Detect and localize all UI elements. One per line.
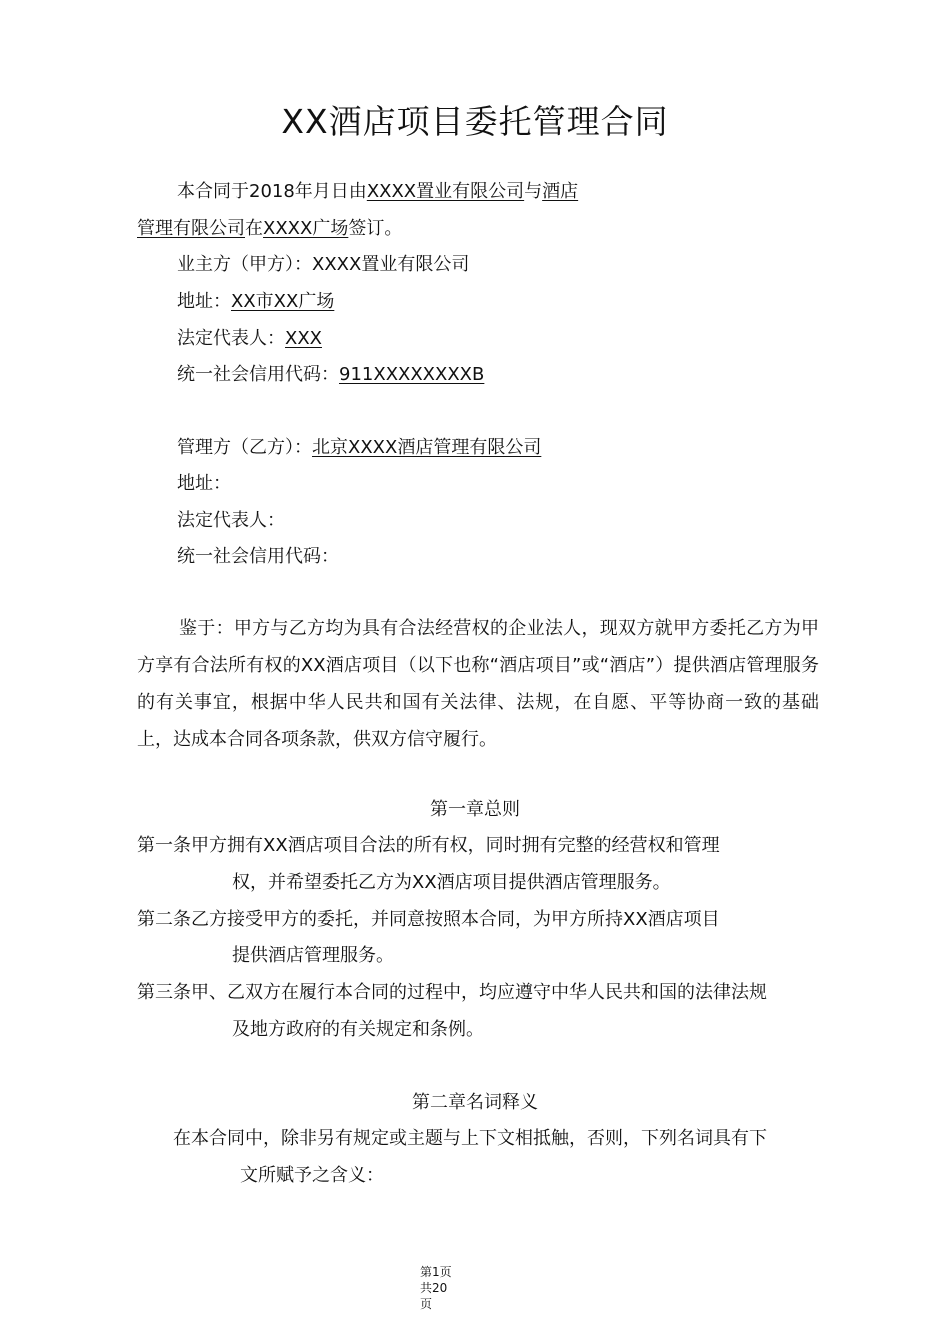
field-label: 地址： [177, 291, 231, 312]
page-number: 第1页 [420, 1265, 452, 1279]
definitions-intro-line-2: 文所赋予之含义： [240, 1165, 384, 1186]
preamble-line-1 [177, 180, 578, 204]
preamble-text: 与 [524, 181, 543, 202]
field-value: XXXX置业有限公司 [312, 254, 470, 275]
party-a-code-row [177, 363, 484, 387]
field-label: 管理方（乙方）： [177, 437, 312, 458]
preamble-text: 在 [245, 218, 263, 239]
page-total-unit: 页 [420, 1297, 433, 1311]
party-b-address-row [177, 472, 231, 496]
field-label: 业主方（甲方）： [177, 254, 312, 275]
signing-place: XXXX广场 [263, 218, 349, 239]
party-a-name-row [177, 253, 469, 277]
field-label: 法定代表人： [177, 328, 285, 349]
chapter-1-heading: 第一章总则 [430, 799, 520, 820]
preamble-text: 签订。 [348, 218, 403, 239]
field-label: 统一社会信用代码： [177, 546, 339, 567]
definitions-intro-line-1: 在本合同中，除非另有规定或主题与上下文相抵触，否则，下列名词具有下 [173, 1128, 767, 1149]
article-1-line-2: 权，并希望委托乙方为XX酒店项目提供酒店管理服务。 [232, 872, 671, 893]
field-value: XXX [285, 328, 322, 349]
article-2-line-2: 提供酒店管理服务。 [232, 945, 394, 966]
party-a-rep-row [177, 327, 322, 351]
article-2-line-1: 第二条乙方接受甲方的委托，并同意按照本合同，为甲方所持XX酒店项目 [137, 909, 720, 930]
preamble-line-2 [137, 217, 402, 241]
party-a-name-link: XXXX置业有限公司 [366, 181, 525, 202]
party-b-name-part: 管理有限公司 [137, 218, 245, 239]
party-b-rep-row [177, 509, 285, 533]
party-b-name-row [177, 436, 541, 460]
preamble-text: 本合同于2018年月日由 [177, 181, 367, 202]
chapter-2-heading: 第二章名词释义 [412, 1092, 538, 1113]
field-value: 北京XXXX酒店管理有限公司 [312, 437, 542, 458]
article-1-line-1: 第一条甲方拥有XX酒店项目合法的所有权，同时拥有完整的经营权和管理 [137, 835, 720, 856]
party-b-name-part: 酒店 [542, 181, 579, 202]
field-label: 统一社会信用代码： [177, 364, 339, 385]
party-b-code-row [177, 545, 339, 569]
article-3-line-1: 第三条甲、乙双方在履行本合同的过程中，均应遵守中华人民共和国的法律法规 [137, 982, 767, 1003]
field-label: 地址： [177, 473, 231, 494]
document-title: XX酒店项目委托管理合同 [281, 102, 669, 141]
field-label: 法定代表人： [177, 510, 285, 531]
field-value: XX市XX广场 [231, 291, 335, 312]
article-3-line-2: 及地方政府的有关规定和条例。 [232, 1019, 484, 1040]
page-total: 共20 [420, 1281, 448, 1295]
field-value: 911XXXXXXXXB [339, 364, 485, 385]
whereas-paragraph: 鉴于：甲方与乙方均为具有合法经营权的企业法人，现双方就甲方委托乙方为甲方享有合法所有权的XX酒店项目（以下也称“酒店项目”或“酒店”）提供酒店管理服务的有关事宜，根据中华人民共和国有关法律、法规，在自愿、平等协商一致的基础上，达成本合同各项条款，供双方信守履行。 [137, 618, 819, 750]
party-a-address-row [177, 290, 334, 314]
